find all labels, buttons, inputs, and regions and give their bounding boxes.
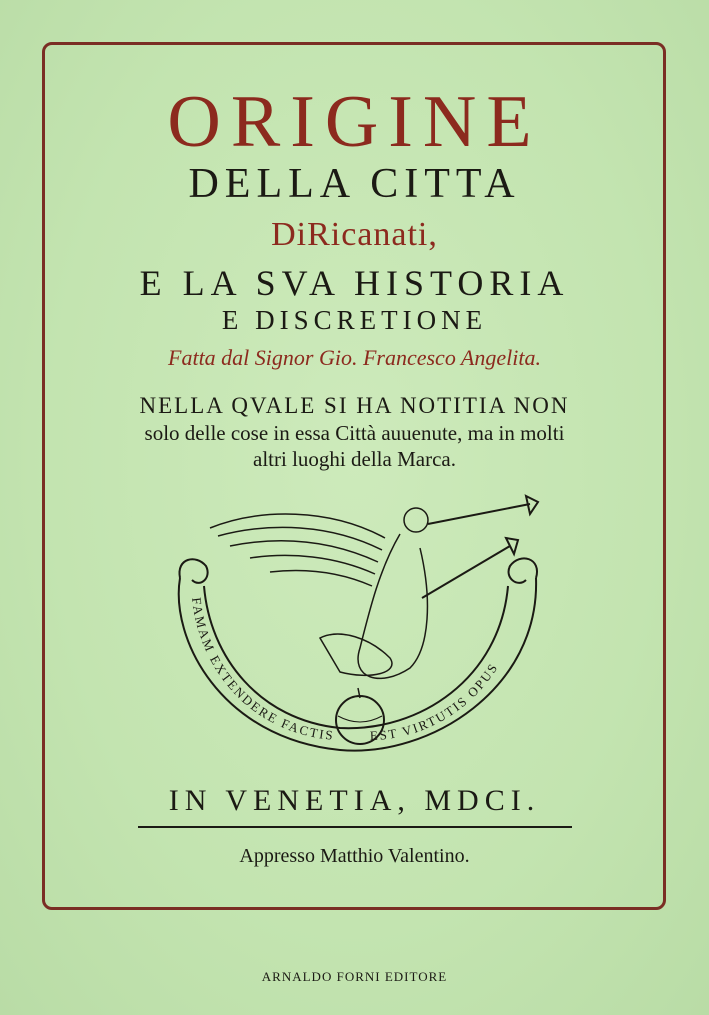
title-main: ORIGINE	[167, 81, 542, 163]
fame-angel-emblem	[170, 488, 550, 770]
imprint-rule	[138, 826, 572, 828]
description-line-1: NELLA QVALE SI HA NOTITIA NON	[139, 393, 570, 418]
globe-icon	[336, 696, 384, 744]
title-line-5: E DISCRETIONE	[221, 305, 488, 335]
wings-icon	[210, 514, 385, 586]
description-line-3: altri luoghi della Marca.	[253, 447, 456, 471]
svg-text:FAMAM EXTENDERE FACTIS	[189, 597, 335, 743]
motto-left: FAMAM EXTENDERE FACTIS	[188, 596, 336, 743]
description-line-2: solo delle cose in essa Città auuenute, ma in molti	[144, 421, 565, 445]
motto-right: EST VIRTUTIS OPUS	[369, 659, 502, 744]
publisher-name: ARNALDO FORNI EDITORE	[261, 969, 448, 984]
title-line-4: E LA SVA HISTORIA	[139, 263, 570, 303]
imprint-place-date: IN VENETIA, MDCI.	[168, 784, 541, 817]
author-line: Fatta dal Signor Gio. Francesco Angelita.	[168, 345, 541, 370]
title-line-3: DiRicanati,	[271, 216, 438, 253]
title-line-2: DELLA CITTA	[188, 161, 521, 207]
angel-figure-icon	[320, 508, 428, 698]
imprint-printer: Appresso Matthio Valentino.	[239, 845, 470, 867]
